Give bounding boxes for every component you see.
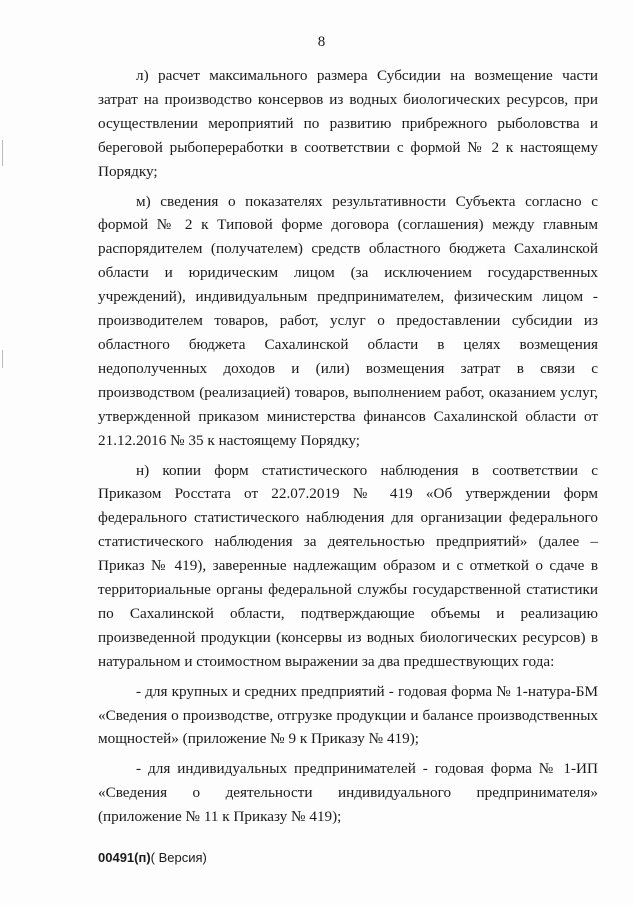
paragraph-n: н) копии форм статистического наблюдения в соответствии с Приказом Росстата от 22.07.2019 № 419 «Об утверждении форм федерального статистического наблюдения для организации федерального статистического наблюдения за деятельностью предприятий» (далее – Приказ № 419), заверенные надлежащим образом и с отметкой о сдаче в территориальные органы федеральной службы государственной статистики по Сахалинской области, подтверждающие объемы и реализацию произведенной продукции (консервы из водных биологических ресурсов) в натуральном и стоимостном выражении за два предшествующих года:	[98, 461, 598, 670]
list-item-individual-entrepreneurs: - для индивидуальных предпринимателей - годовая форма № 1-ИП «Сведения о деятельности индивидуального предпринимателя» (приложение № 11 к Приказу № 419);	[98, 760, 598, 826]
list-item-large-enterprises: - для крупных и средних предприятий - годовая форма № 1-натура-БМ «Сведения о производстве, отгрузке продукции и балансе производственных мощностей» (приложение № 9 к Приказу № 419);	[98, 682, 598, 748]
document-code: 00491(п)	[98, 850, 151, 865]
scan-margin-mark	[2, 350, 3, 368]
document-body	[98, 64, 598, 835]
paragraph-l: л) расчет максимального размера Субсидии на возмещение части затрат на производство консервов из водных биологических ресурсов, при осуществлении мероприятий по развитию прибрежного рыболовства и береговой рыбопереработки в соответствии с формой № 2 к настоящему Порядку;	[98, 67, 598, 180]
footer	[98, 850, 207, 865]
page-number: 8	[317, 34, 326, 50]
document-version: ( Версия)	[150, 850, 207, 865]
scan-margin-mark	[2, 140, 3, 166]
paragraph-m: м) сведения о показателях результативности Субъекта согласно с формой № 2 к Типовой форме договора (соглашения) между главным распорядителем (получателем) средств областного бюджета Сахалинской области и юридическим лицом (за исключением государственных учреждений), индивидуальным предпринимателем, физическим лицом - производителем товаров, работ, услуг о предоставлении субсидии из областного бюджета Сахалинской области в целях возмещения недополученных доходов и (или) возмещения затрат в связи с производством (реализацией) товаров, выполнением работ, оказанием услуг, утвержденной приказом министерства финансов Сахалинской области от 21.12.2016 № 35 к настоящему Порядку;	[98, 192, 598, 449]
